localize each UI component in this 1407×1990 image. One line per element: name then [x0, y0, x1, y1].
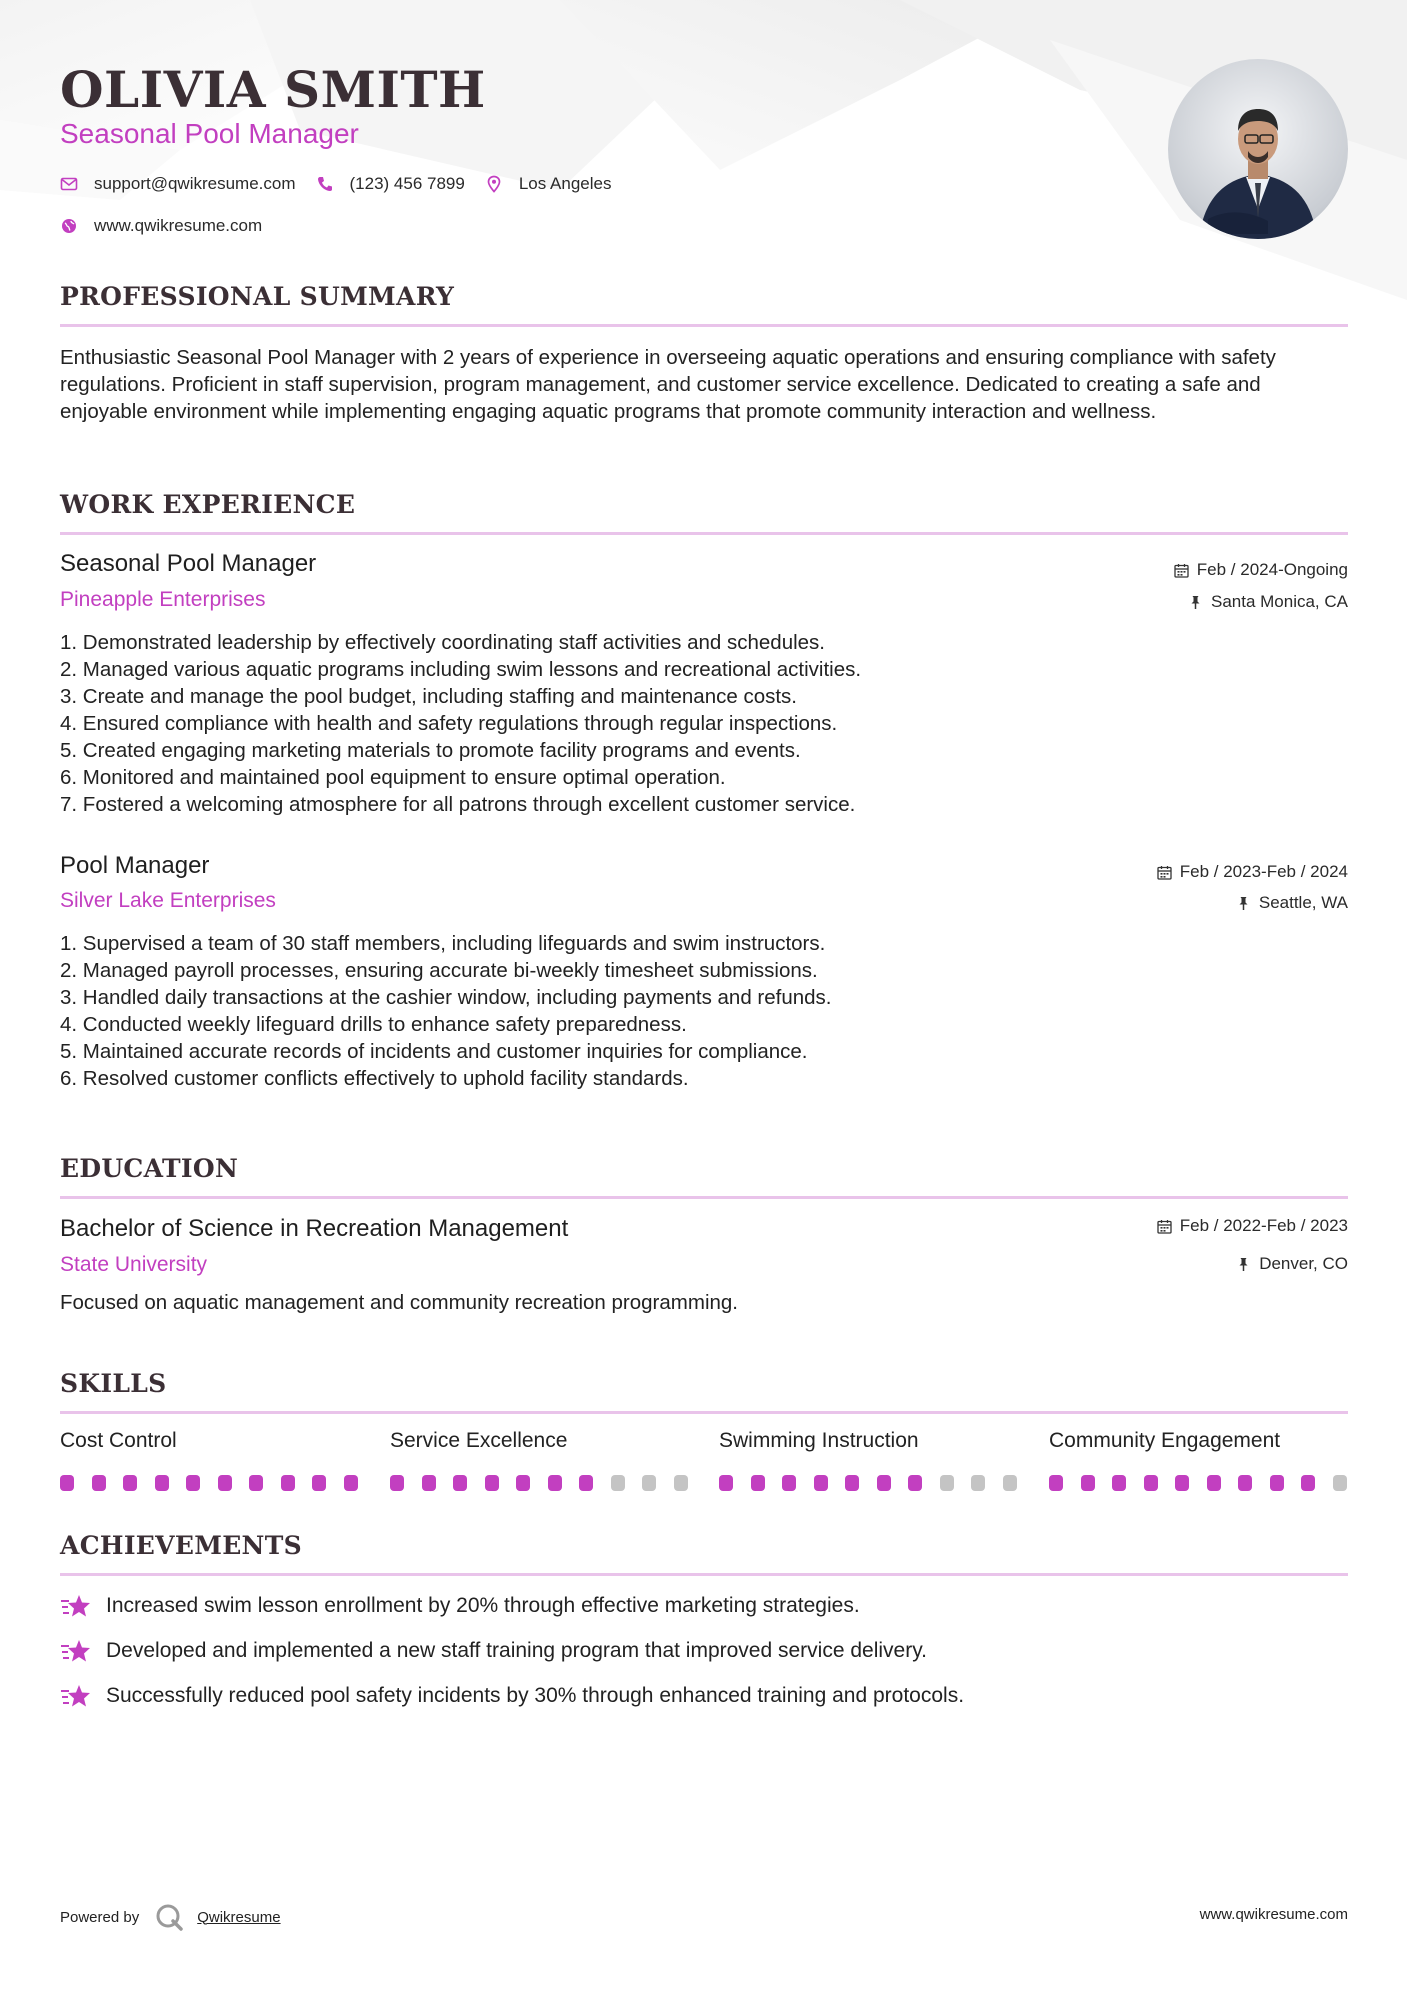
education-dates-text: Feb / 2022-Feb / 2023: [1179, 1216, 1348, 1235]
profile-photo: [1168, 59, 1348, 239]
job-dates-text: Feb / 2023-Feb / 2024: [1179, 862, 1348, 881]
skill-dot-filled: [1207, 1475, 1221, 1491]
summary-text: Enthusiastic Seasonal Pool Manager with 2 years of experience in overseeing aquatic operations and ensuring compliance with safety regulations. Proficient in staff supervision, program management, and customer service excellence. Dedicated to creating a safe and enjoyable environment while implementing engaging aquatic programs that promote community interaction and wellness.: [60, 346, 1276, 423]
pushpin-icon: [1188, 595, 1203, 610]
skill-dot-filled: [1270, 1475, 1284, 1491]
list-item: 1. Demonstrated leadership by effectively coordinating staff activities and schedules.: [60, 631, 826, 654]
skill-dot-filled: [344, 1475, 358, 1491]
section-heading-experience-text: WORK EXPERIENCE: [60, 490, 356, 519]
skill-dot-filled: [1238, 1475, 1252, 1491]
section-heading-summary: [60, 282, 1348, 311]
skill-dot-filled: [845, 1475, 859, 1491]
education-location: [1236, 1254, 1348, 1274]
section-heading-achievements-text: ACHIEVEMENTS: [60, 1531, 302, 1560]
skill-item: [60, 1429, 360, 1491]
skill-dot-filled: [814, 1475, 828, 1491]
pushpin-icon: [1236, 1257, 1251, 1272]
section-heading-experience: [60, 490, 1348, 519]
skill-name: Community Engagement: [1049, 1429, 1281, 1452]
section-heading-skills-text: SKILLS: [60, 1369, 167, 1398]
list-item: 1. Supervised a team of 30 staff members, including lifeguards and swim instructors.: [60, 932, 826, 955]
skill-name: Cost Control: [60, 1429, 177, 1452]
skill-rating: [719, 1475, 1019, 1491]
skill-item: [1049, 1429, 1349, 1491]
section-divider: [60, 1573, 1348, 1576]
calendar-icon: [1174, 563, 1189, 578]
skill-dot-filled: [422, 1475, 436, 1491]
job-dates-text: Feb / 2024-Ongoing: [1196, 560, 1348, 579]
candidate-name: OLIVIA SMITH: [60, 60, 486, 119]
skill-dot-filled: [516, 1475, 530, 1491]
star-icon: [60, 1683, 92, 1709]
skill-dot-filled: [453, 1475, 467, 1491]
person-portrait-icon: [1168, 59, 1348, 239]
envelope-icon: [60, 175, 78, 193]
job-company: Silver Lake Enterprises: [60, 889, 276, 912]
job-location-text: Seattle, WA: [1258, 893, 1348, 912]
education-description: Focused on aquatic management and community recreation programming.: [60, 1291, 738, 1314]
skill-dot-empty: [1333, 1475, 1347, 1491]
skill-dot-filled: [1112, 1475, 1126, 1491]
skill-dot-filled: [1175, 1475, 1189, 1491]
candidate-title: Seasonal Pool Manager: [60, 118, 359, 149]
star-icon: [60, 1593, 92, 1619]
job-title: Pool Manager: [60, 852, 210, 879]
skill-dot-filled: [312, 1475, 326, 1491]
education-school: State University: [60, 1253, 208, 1276]
skill-dot-filled: [1049, 1475, 1063, 1491]
skill-dot-filled: [1301, 1475, 1315, 1491]
job-location: [1236, 893, 1348, 913]
list-item: 2. Managed payroll processes, ensuring accurate bi-weekly timesheet submissions.: [60, 959, 818, 982]
calendar-icon: [1157, 1219, 1172, 1234]
skill-dot-filled: [1144, 1475, 1158, 1491]
skill-dot-empty: [940, 1475, 954, 1491]
calendar-icon: [1157, 865, 1172, 880]
powered-by-label: Powered by: [60, 1908, 140, 1926]
skill-dot-filled: [719, 1475, 733, 1491]
education-location-text: Denver, CO: [1259, 1254, 1348, 1273]
education-dates: [1157, 1216, 1348, 1236]
section-heading-education-text: EDUCATION: [60, 1154, 239, 1183]
achievement-item: [60, 1683, 964, 1709]
globe-icon: [60, 217, 78, 235]
list-item: 4. Ensured compliance with health and safety regulations through regular inspections.: [60, 712, 838, 735]
pushpin-icon: [1236, 896, 1251, 911]
contact-email[interactable]: support@qwikresume.com: [94, 174, 296, 193]
skill-dot-filled: [186, 1475, 200, 1491]
job-bullets: [60, 629, 1348, 818]
list-item: 5. Created engaging marketing materials to promote facility programs and events.: [60, 739, 801, 762]
skill-dot-filled: [390, 1475, 404, 1491]
skill-name: Service Excellence: [390, 1429, 568, 1452]
list-item: 3. Create and manage the pool budget, including staffing and maintenance costs.: [60, 685, 797, 708]
achievement-text: Successfully reduced pool safety incidents by 30% through enhanced training and protocols.: [106, 1684, 965, 1707]
skill-dot-filled: [218, 1475, 232, 1491]
skill-dot-filled: [249, 1475, 263, 1491]
skill-dot-filled: [548, 1475, 562, 1491]
list-item: 3. Handled daily transactions at the cashier window, including payments and refunds.: [60, 986, 832, 1009]
achievement-text: Increased swim lesson enrollment by 20% through effective marketing strategies.: [106, 1594, 860, 1617]
skill-dot-filled: [877, 1475, 891, 1491]
list-item: 7. Fostered a welcoming atmosphere for all patrons through excellent customer service.: [60, 793, 856, 816]
skill-dot-empty: [611, 1475, 625, 1491]
skill-rating: [390, 1475, 690, 1491]
job-company: Pineapple Enterprises: [60, 588, 266, 611]
contact-phone[interactable]: (123) 456 7899: [349, 174, 465, 193]
skill-dot-empty: [642, 1475, 656, 1491]
skill-dot-empty: [674, 1475, 688, 1491]
skill-dot-filled: [1081, 1475, 1095, 1491]
skill-dot-filled: [155, 1475, 169, 1491]
list-item: 5. Maintained accurate records of incidents and customer inquiries for compliance.: [60, 1040, 808, 1063]
section-heading-achievements: [60, 1531, 1348, 1560]
skill-dot-empty: [1003, 1475, 1017, 1491]
skill-dot-empty: [971, 1475, 985, 1491]
education-degree: Bachelor of Science in Recreation Management: [60, 1215, 569, 1242]
footer-brand-link[interactable]: Qwikresume: [197, 1908, 281, 1926]
skill-dot-filled: [908, 1475, 922, 1491]
footer-powered-by: [60, 1903, 281, 1931]
list-item: 2. Managed various aquatic programs including swim lessons and recreational activities.: [60, 658, 862, 681]
job-location-text: Santa Monica, CA: [1210, 592, 1348, 611]
job-dates: [1174, 560, 1348, 580]
skill-rating: [60, 1475, 360, 1491]
skill-item: [390, 1429, 690, 1491]
achievement-text: Developed and implemented a new staff training program that improved service delivery.: [106, 1639, 927, 1662]
section-divider: [60, 1411, 1348, 1414]
location-pin-icon: [485, 175, 503, 193]
skill-dot-filled: [485, 1475, 499, 1491]
skill-dot-filled: [92, 1475, 106, 1491]
list-item: 4. Conducted weekly lifeguard drills to enhance safety preparedness.: [60, 1013, 687, 1036]
contact-row-primary: [60, 174, 631, 194]
star-icon: [60, 1638, 92, 1664]
skill-dot-filled: [579, 1475, 593, 1491]
qwikresume-logo-icon: [155, 1903, 183, 1931]
skill-dot-filled: [782, 1475, 796, 1491]
section-divider: [60, 532, 1348, 535]
phone-icon: [316, 175, 334, 193]
footer-website[interactable]: www.qwikresume.com: [1199, 1906, 1348, 1923]
section-heading-skills: [60, 1369, 1348, 1398]
skill-item: [719, 1429, 1019, 1491]
skill-name: Swimming Instruction: [719, 1429, 919, 1452]
skill-dot-filled: [281, 1475, 295, 1491]
section-divider: [60, 1196, 1348, 1199]
skill-dot-filled: [60, 1475, 74, 1491]
achievement-item: [60, 1593, 860, 1619]
contact-row-secondary: [60, 216, 282, 236]
job-dates: [1157, 862, 1348, 882]
job-title: Seasonal Pool Manager: [60, 550, 317, 577]
skill-dot-filled: [751, 1475, 765, 1491]
job-location: [1188, 592, 1348, 612]
job-bullets: [60, 930, 1348, 1092]
list-item: 6. Resolved customer conflicts effectively to uphold facility standards.: [60, 1067, 689, 1090]
section-heading-education: [60, 1154, 1348, 1183]
skill-rating: [1049, 1475, 1349, 1491]
section-divider: [60, 324, 1348, 327]
list-item: 6. Monitored and maintained pool equipment to ensure optimal operation.: [60, 766, 726, 789]
contact-website[interactable]: www.qwikresume.com: [94, 216, 263, 235]
achievement-item: [60, 1638, 927, 1664]
contact-location: Los Angeles: [518, 174, 612, 193]
skill-dot-filled: [123, 1475, 137, 1491]
section-heading-summary-text: PROFESSIONAL SUMMARY: [60, 282, 455, 311]
